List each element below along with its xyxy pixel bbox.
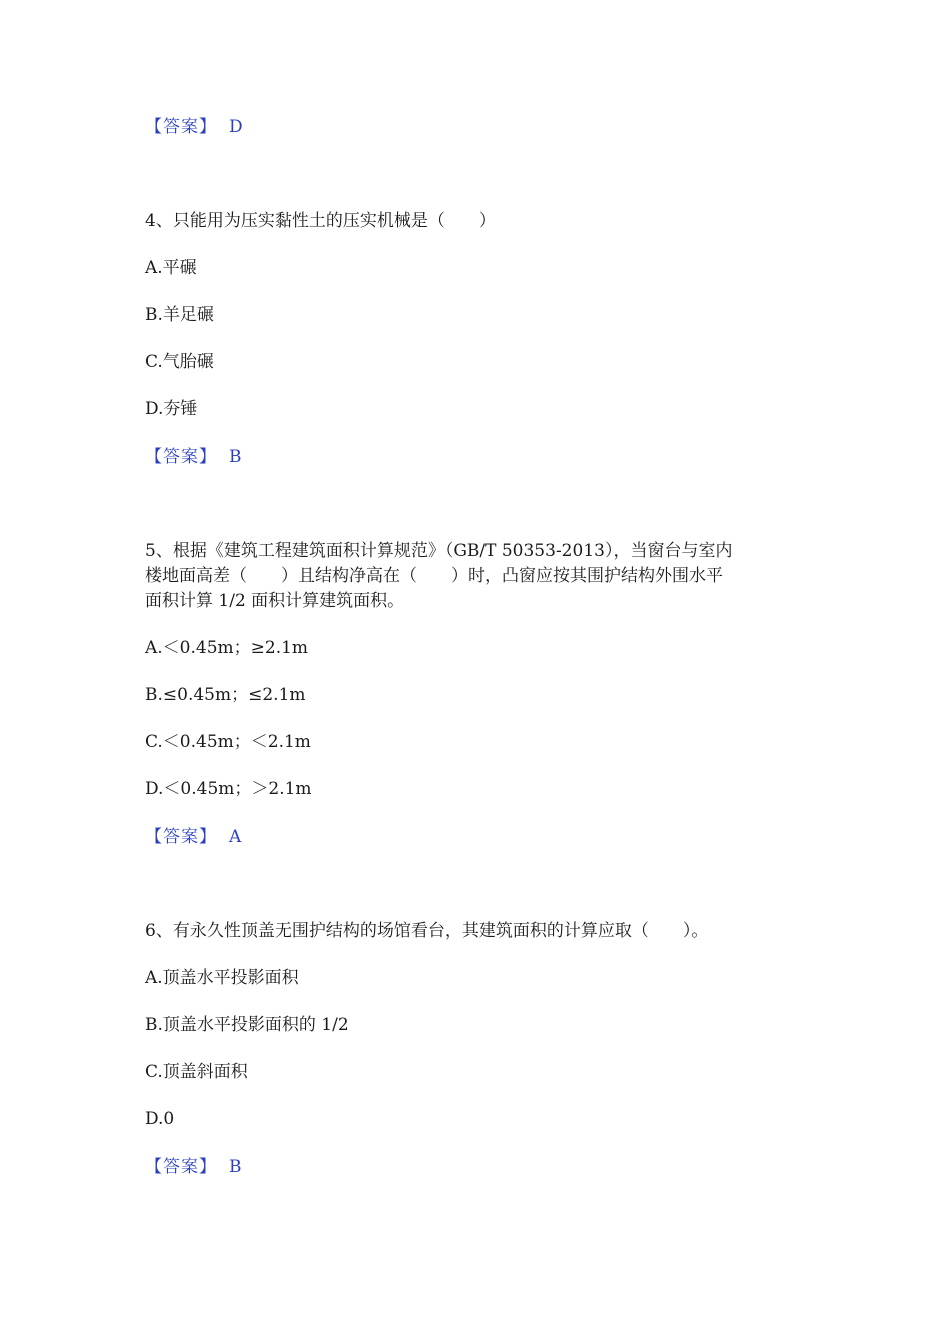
option-d-q4: D.夯锤 [145,399,198,419]
option-c-q6: C.顶盖斜面积 [145,1062,248,1082]
option-c-q4: C.气胎碾 [145,352,214,372]
answer-row-q5 [145,826,241,848]
answer-row-q4 [145,446,242,468]
option-a-q6: A.顶盖水平投影面积 [145,968,299,988]
option-a-q5: A.＜0.45m；≥2.1m [145,638,309,658]
option-c-q5: C.＜0.45m；＜2.1m [145,732,311,752]
answer-label: 【答案】 [145,117,217,137]
answer-value: B [229,1157,242,1177]
question-stem-q5-line1: 5、根据《建筑工程建筑面积计算规范》（GB/T 50353-2013），当窗台与室内 [145,541,733,561]
option-a-q4: A.平碾 [145,258,197,278]
answer-value: D [229,117,243,137]
option-d-q5: D.＜0.45m；＞2.1m [145,779,312,799]
answer-label: 【答案】 [145,827,217,847]
option-d-q6: D.0 [145,1109,175,1129]
answer-label: 【答案】 [145,1157,217,1177]
option-b-q5: B.≤0.45m；≤2.1m [145,685,306,705]
question-stem-q4: 4、只能用为压实黏性土的压实机械是（ ） [145,211,496,231]
answer-value: B [229,447,242,467]
question-stem-q6: 6、有永久性顶盖无围护结构的场馆看台，其建筑面积的计算应取（ ）。 [145,921,709,941]
question-stem-q5-line3: 面积计算 1/2 面积计算建筑面积。 [145,591,405,611]
option-b-q4: B.羊足碾 [145,305,214,325]
answer-row-q6 [145,1156,242,1178]
answer-row-q3 [145,116,243,138]
option-b-q6: B.顶盖水平投影面积的 1/2 [145,1015,349,1035]
answer-value: A [229,827,242,847]
question-stem-q5-line2: 楼地面高差（ ）且结构净高在（ ）时，凸窗应按其围护结构外围水平 [145,566,723,586]
answer-label: 【答案】 [145,447,217,467]
